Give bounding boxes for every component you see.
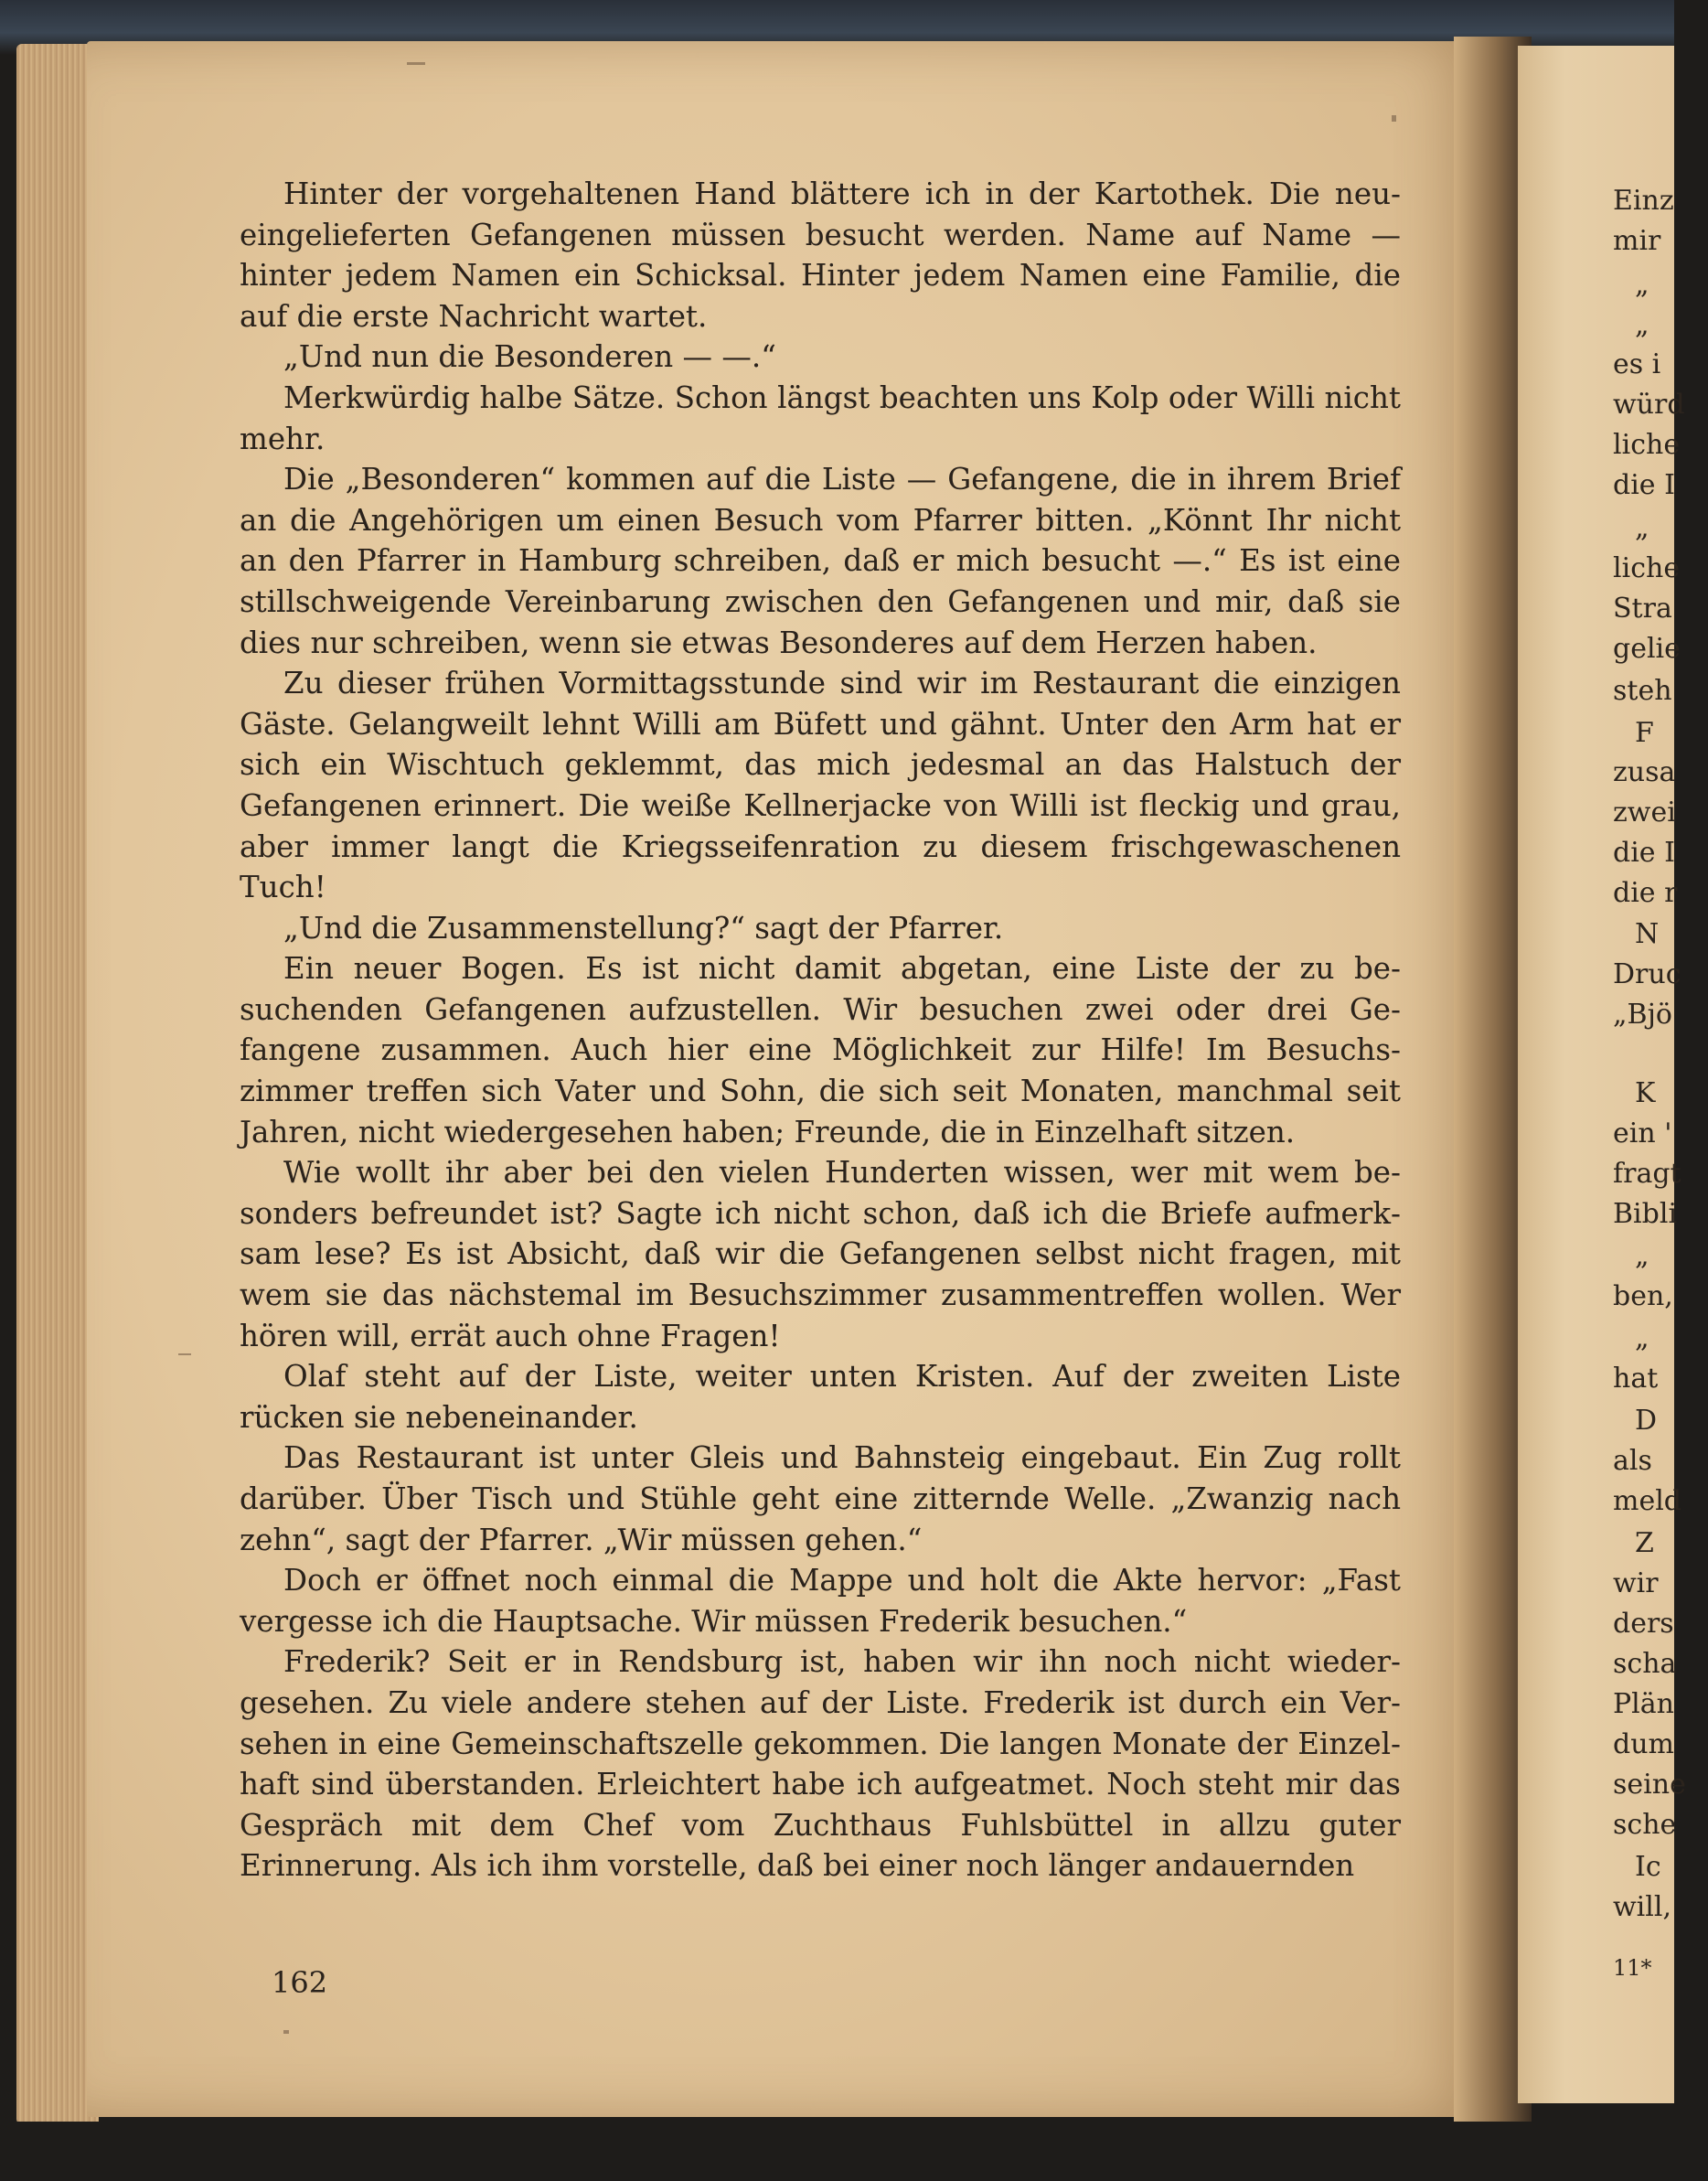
right-page-line: Bibli bbox=[1613, 1198, 1678, 1230]
right-page-line: meld bbox=[1613, 1485, 1681, 1517]
right-page-line: „ bbox=[1635, 512, 1649, 544]
right-page-line: Ic bbox=[1635, 1851, 1661, 1883]
right-page-line: Druc bbox=[1613, 958, 1681, 990]
right-page-line: mir bbox=[1613, 225, 1661, 257]
scan-bottom-edge bbox=[0, 2122, 1674, 2181]
right-page-line: ben, bbox=[1613, 1280, 1673, 1312]
right-page-line: die I bbox=[1613, 837, 1675, 869]
right-page-line: „ bbox=[1635, 309, 1649, 341]
right-page-line: wir bbox=[1613, 1567, 1659, 1599]
paragraph: Frederik? Seit er in Rendsburg ist, haben wir ihn noch nicht wiedergesehen. Zu viele andere stehen auf der Liste. Frederik ist durch ein Versehen in eine Gemeinschaftszelle gekommen. Die langen Monate der Einzelhaft sind überstanden. Erleichtert habe ich aufgeatmet. Noch steht mir das Gespräch mit dem Chef vom Zuchthaus Fuhlsbüttel in allzu guter Erinnerung. Als ich ihm vorstelle, daß bei einer noch länger andauernden bbox=[240, 1644, 1401, 1884]
right-page-line: zwei bbox=[1613, 796, 1676, 829]
ink-speck bbox=[407, 62, 425, 65]
right-page-line: „ bbox=[1635, 1240, 1649, 1272]
right-page-line: „ bbox=[1635, 1322, 1649, 1354]
right-page-line: dum bbox=[1613, 1728, 1674, 1760]
paragraph: „Und nun die Besonderen — —.“ bbox=[283, 339, 776, 375]
paragraph: Ein neuer Bogen. Es ist nicht damit abgetan, eine Liste der zu besuchenden Gefangenen aufzustellen. Wir besuchen zwei oder drei Gefangene zusammen. Auch hier eine Möglichkeit zur Hilfe! Im Besuchszimmer treffen sich Vater und Sohn, die sich seit Monaten, manchmal seit Jahren, nicht wiedergesehen haben; Freunde, die in Einzelhaft sitzen. bbox=[240, 951, 1401, 1149]
right-page-line: Plän bbox=[1613, 1688, 1674, 1720]
right-page-line: liche bbox=[1613, 552, 1681, 584]
right-page-line: scha bbox=[1613, 1648, 1677, 1680]
paragraph: Das Restaurant ist unter Gleis und Bahnsteig eingebaut. Ein Zug rollt darüber. Über Tisch und Stühle geht eine zitternde Welle. „Zwanzig nach zehn“, sagt der Pfarrer. „Wir müssen gehen.“ bbox=[240, 1440, 1401, 1557]
right-page-line: fragt bbox=[1613, 1158, 1681, 1190]
right-page-line: sche bbox=[1613, 1809, 1677, 1841]
right-page-line: hat bbox=[1613, 1363, 1659, 1395]
right-page-line: ein ' bbox=[1613, 1117, 1672, 1149]
right-page-line: N bbox=[1635, 918, 1660, 950]
right-page-line: es i bbox=[1613, 348, 1661, 380]
right-page-line: liche bbox=[1613, 429, 1681, 461]
ink-speck bbox=[178, 1353, 191, 1355]
right-page-line: Stra bbox=[1613, 593, 1672, 625]
right-page-line: F bbox=[1635, 717, 1654, 749]
page-number: 162 bbox=[272, 1965, 328, 2000]
paragraph: Zu dieser frühen Vormittagsstunde sind wir im Restaurant die einzigen Gäste. Gelangweilt lehnt Willi am Büfett und gähnt. Unter den Arm hat er sich ein Wischtuch geklemmt, das mich jedesmal an das Halstuch der Gefangenen erinnert. Die weiße Kellnerjacke von Willi ist fleckig und grau, aber immer langt die Kriegsseifenration zu diesem frischgewaschenen Tuch! bbox=[240, 666, 1401, 905]
right-page-line: die r bbox=[1613, 877, 1678, 909]
right-page-signature-mark: 11* bbox=[1613, 1955, 1652, 1981]
right-page-line: Einz bbox=[1613, 185, 1674, 217]
body-text bbox=[240, 174, 1401, 1887]
right-page-line: K bbox=[1635, 1077, 1656, 1109]
ink-speck bbox=[1392, 115, 1396, 122]
right-page-line: „Bjö bbox=[1613, 999, 1672, 1031]
paragraph: Doch er öffnet noch einmal die Mappe und holt die Akte hervor: „Fast vergesse ich die Hauptsache. Wir müssen Frederik besuchen.“ bbox=[240, 1563, 1401, 1639]
paragraph: „Und die Zusammenstellung?“ sagt der Pfarrer. bbox=[283, 910, 1004, 946]
paragraph: Wie wollt ihr aber bei den vielen Hunderten wissen, wer mit wem besonders befreundet ist? Sagte ich nicht schon, daß ich die Briefe aufmerksam lese? Es ist Absicht, daß wir die Gefangenen selbst nicht fragen, mit wem sie das nächstemal im Besuchszimmer zusammentreffen wollen. Wer hören will, errät auch ohne Fragen! bbox=[240, 1155, 1401, 1353]
right-page-line: Z bbox=[1635, 1527, 1654, 1559]
right-page-line: D bbox=[1635, 1405, 1658, 1437]
right-page-line: die I bbox=[1613, 469, 1675, 501]
ink-speck bbox=[283, 2030, 289, 2034]
right-page-line: würd bbox=[1613, 389, 1685, 421]
right-page-partial bbox=[1518, 46, 1686, 2103]
paragraph: Die „Besonderen“ kommen auf die Liste — Gefangene, die in ihrem Brief an die Angehörigen um einen Besuch vom Pfarrer bitten. „Könnt Ihr nicht an den Pfarrer in Hamburg schreiben, daß er mich besucht —.“ Es ist eine stillschweigende Vereinbarung zwischen den Gefangenen und mir, daß sie dies nur schreiben, wenn sie etwas Besonderes auf dem Herzen haben. bbox=[240, 462, 1401, 660]
right-page-line: zusa bbox=[1613, 756, 1676, 788]
paragraph: Hinter der vorgehaltenen Hand blättere ich in der Kartothek. Die neueingelieferten Gefangenen müssen besucht werden. Name auf Name — hinter jedem Namen ein Schicksal. Hinter jedem Namen eine Familie, die auf die erste Nachricht wartet. bbox=[240, 176, 1401, 334]
right-page-line: als bbox=[1613, 1445, 1652, 1477]
paragraph: Olaf steht auf der Liste, weiter unten Kristen. Auf der zweiten Liste rücken sie nebeneinander. bbox=[240, 1359, 1401, 1435]
right-page-line: gelie bbox=[1613, 633, 1681, 665]
paragraph: Merkwürdig halbe Sätze. Schon längst beachten uns Kolp oder Willi nicht mehr. bbox=[240, 380, 1401, 456]
right-page-line: seine bbox=[1613, 1769, 1686, 1801]
right-page-line: ders bbox=[1613, 1608, 1674, 1640]
right-page-line: „ bbox=[1635, 269, 1649, 301]
right-page-line: will, bbox=[1613, 1891, 1671, 1923]
right-page-line: steh bbox=[1613, 675, 1672, 707]
